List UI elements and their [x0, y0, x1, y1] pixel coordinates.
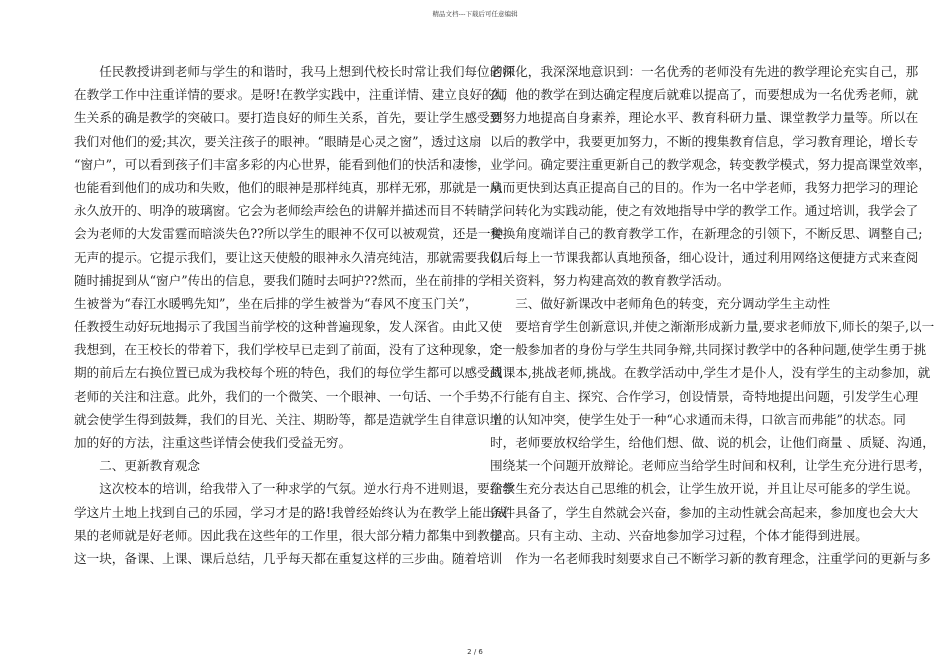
text-line: 这一块，备课、上课、课后总结，几乎每天都在重复这样的三步曲。随着培训	[74, 550, 503, 566]
text-line: 业学问。确定要注重更新自己的教学观念，转变教学模式，努力提高课堂效率，	[490, 156, 931, 172]
text-line: 学问转化为实践动能，使之有效地指导中学的教学工作。通过培训，我学会了	[490, 203, 919, 219]
right-text-column	[490, 60, 935, 570]
text-line: 在教学工作中注重详情的要求。是呀!在教学实践中，注重详情、建立良好的师	[74, 87, 508, 103]
text-line: 永久放开的、明净的玻璃窗。它会为老师绘声绘色的讲解并描述而目不转睛，	[74, 203, 503, 219]
text-line: 三、做好新课改中老师角色的转变，充分调动学生主动性	[490, 295, 831, 311]
left-text-column	[74, 60, 515, 570]
text-line: 这次校本的培训，给我带入了一种求学的气氛。逆水行舟不进则退，要在教	[74, 481, 515, 497]
text-line: 无声的提示。它提示我们，要让这天使般的眼神永久清亮纯洁，那就需要我们	[74, 249, 503, 265]
text-line: 不行能有自主、探究、合作学习，创设情景，奇特地提出问题，引发学生心理	[490, 388, 919, 404]
text-line: 也能看到他们的成功和失败，他们的眼神是那样纯真，那样无邪，那就是一扇	[74, 179, 503, 195]
text-line: 从而更快到达真正提高自己的目的。作为一名中学老师，我努力把学习的理论	[490, 179, 919, 195]
text-line: 给学生充分表达自己思维的机会，让学生放开说，并且让尽可能多的学生说。	[490, 481, 919, 497]
text-line: 随时捕捉到从“窗户”传出的信息，要我们随时去呵护??然而，坐在前排的学	[74, 272, 491, 288]
page-header: 精品文档---下载后可任意编辑	[432, 10, 518, 18]
text-line: 上的认知冲突，使学生处于一种“心求通而未得，口欲言而弗能”的状态。同	[490, 411, 906, 427]
text-line: 生关系的确是教学的突破口。要打造良好的师生关系，首先，要让学生感受到	[74, 110, 503, 126]
text-line: 相关资料，努力构建高效的教育教学活动。	[490, 272, 730, 288]
text-line: 么，他的教学在到达确定程度后就难以提高了，而要想成为一名优秀老师，就	[490, 87, 919, 103]
text-line: 任民教授讲到老师与学生的和谐时，我马上想到代校长时常让我们每位老师	[74, 64, 515, 79]
text-line: 要努力地提高自身素养，理论水平、教育科研力量、课堂教学力量等。所以在	[490, 110, 919, 126]
text-line: 我想到，在王校长的带着下，我们学校早已走到了前面，没有了这种现象，定	[74, 342, 503, 358]
text-line: 会为老师的大发雷霆而暗淡失色??所以学生的眼神不仅可以被观赏，还是一种	[74, 226, 504, 242]
text-line: 老师的关注和注意。此外，我们的一个微笑、一个眼神、一句话、一个手势，	[74, 388, 503, 404]
text-line: 加的好的方法，注重这些详情会使我们受益无穷。	[74, 435, 352, 450]
text-line: 提高。只有主动、主动、兴奋地参加学习过程，个体才能得到进展。	[490, 527, 868, 543]
text-line: 变换角度端详自己的教育教学工作，在新理念的引领下，不断反思、调整自己;	[490, 226, 923, 242]
text-line: 以后每上一节课我都认真地预备，细心设计，通过利用网络这便捷方式来查阅	[490, 249, 919, 265]
text-line: 生被誉为“春江水暖鸭先知”，坐在后排的学生被誉为“春风不度玉门关”，	[74, 295, 478, 311]
text-line: 学这片土地上找到自己的乐园，学习才是的路!我曾经始终认为在教学上能出成	[74, 504, 508, 520]
text-line: 果的老师就是好老师。因此我在这些年的工作里，很大部分精力都集中到教学	[74, 527, 503, 543]
text-line: 二、更新教育观念	[74, 458, 200, 474]
page-number: 2 / 6	[467, 648, 483, 656]
text-line: 就会使学生得到鼓舞，我们的目光、关注、期盼等，都是造就学生自律意识增	[74, 411, 503, 427]
text-line: 以后的教学中，我要更加努力，不断的搜集教育信息，学习教育理论，增长专	[490, 133, 919, 149]
text-line: 围绕某一个问题开放辩论。老师应当给学生时间和权利，让学生充分进行思考，	[490, 458, 931, 474]
text-line: 的深化，我深深地意识到：一名优秀的老师没有先进的教学理论充实自己，那	[490, 64, 919, 79]
text-line: 我们对他们的爱;其次，要关注孩子的眼神。“眼睛是心灵之窗”，透过这扇	[74, 133, 482, 149]
text-line: 战课本,挑战老师,挑战。在教学活动中,学生才是仆人，没有学生的主动参加，就	[490, 365, 931, 381]
text-line: 期的前后左右换位置已成为我校每个班的特色，我们的每位学生都可以感受到	[74, 365, 503, 381]
text-line: 条件具备了，学生自然就会兴奋，参加的主动性就会高起来，参加度也会大大	[490, 504, 919, 520]
text-line: 要培育学生创新意识,并使之渐渐形成新力量,要求老师放下,师长的架子,以一	[490, 319, 935, 335]
text-line: 任教授生动好玩地揭示了我国当前学校的这种普遍现象，发人深省。由此又使	[74, 319, 503, 335]
text-line: 时，老师要放权给学生，给他们想、做、说的机会，让他们商量 、质疑、沟通，	[490, 435, 935, 450]
text-line: 作为一名老师我时刻要求自己不断学习新的教育理念，注重学问的更新与多	[490, 550, 931, 566]
text-line: 个一般参加者的身份与学生共同争辩,共同探讨教学中的各种问题,使学生勇于挑	[490, 342, 927, 358]
text-line: “窗户”，可以看到孩子们丰富多彩的内心世界，能看到他们的快活和凄惨，	[74, 156, 490, 172]
